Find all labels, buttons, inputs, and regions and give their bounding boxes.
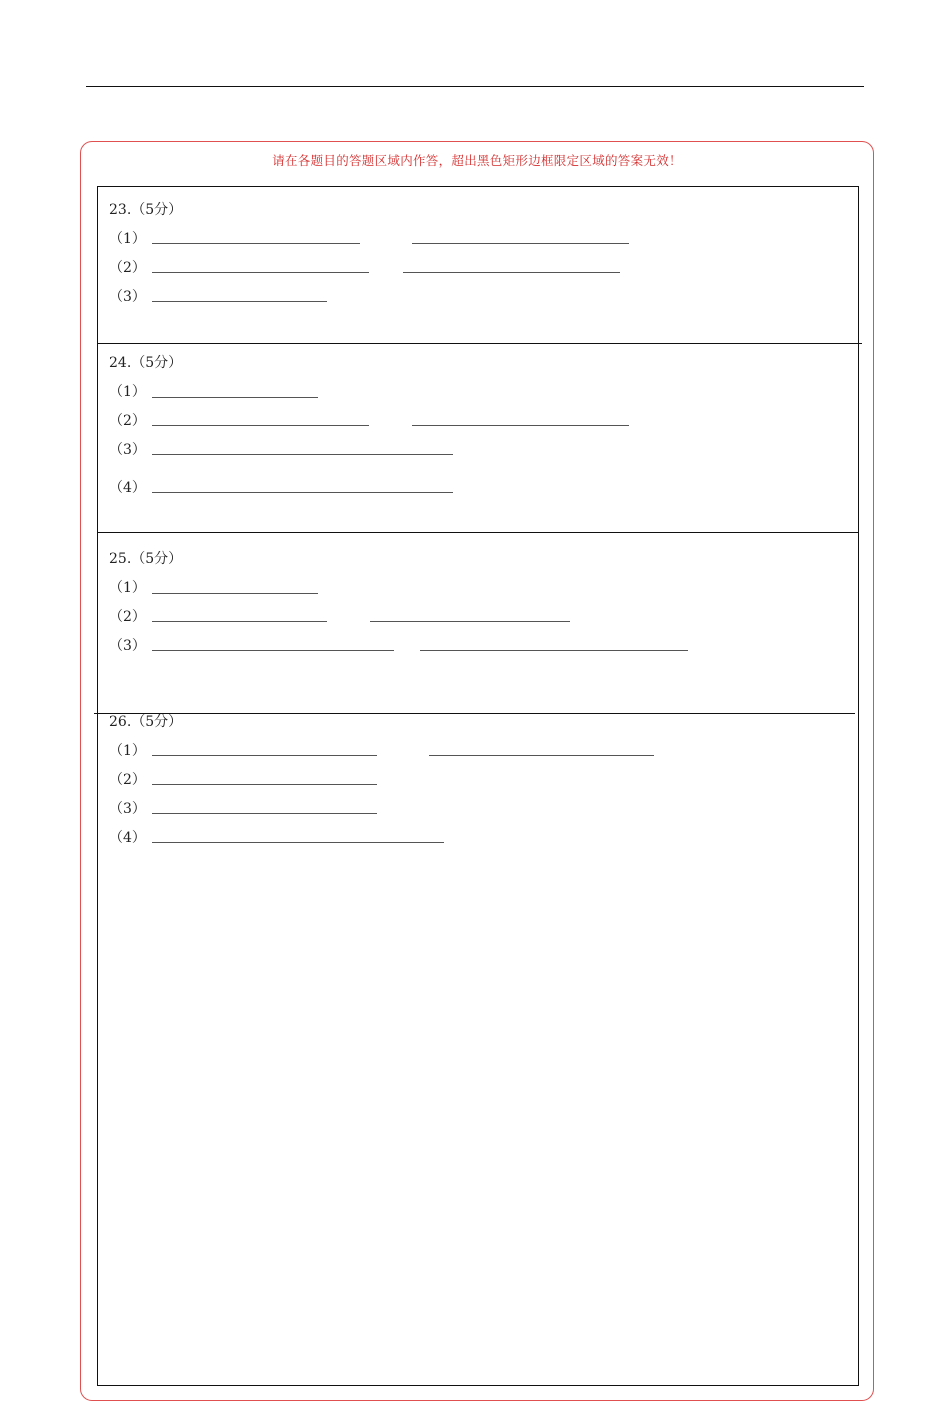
question-26-title: 26.（5分） <box>109 714 183 730</box>
question-26-item-4-label: （4） <box>109 830 146 846</box>
answer-notice: 请在各题目的答题区域内作答，超出黑色矩形边框限定区域的答案无效！ <box>272 153 682 168</box>
answer-blank[interactable] <box>152 621 327 622</box>
question-24-item-4-label: （4） <box>109 480 146 496</box>
question-25-item-3-label: （3） <box>109 638 146 654</box>
section-divider <box>97 532 859 533</box>
question-26-item-1-label: （1） <box>109 743 146 759</box>
answer-blank[interactable] <box>429 755 654 756</box>
question-25-item-1-label: （1） <box>109 580 146 596</box>
question-24-title: 24.（5分） <box>109 355 183 371</box>
answer-box <box>97 186 859 1386</box>
question-25-item-2-label: （2） <box>109 609 146 625</box>
section-divider <box>97 343 862 344</box>
question-23-title: 23.（5分） <box>109 202 183 218</box>
question-23-item-2-label: （2） <box>109 260 146 276</box>
question-26-item-2-label: （2） <box>109 772 146 788</box>
answer-blank[interactable] <box>152 755 377 756</box>
answer-blank[interactable] <box>152 425 369 426</box>
answer-blank[interactable] <box>403 272 620 273</box>
question-23-item-1-label: （1） <box>109 231 146 247</box>
answer-blank[interactable] <box>152 842 444 843</box>
answer-blank[interactable] <box>152 492 453 493</box>
answer-blank[interactable] <box>152 650 394 651</box>
question-24-item-3-label: （3） <box>109 442 146 458</box>
question-24-item-1-label: （1） <box>109 384 146 400</box>
answer-blank[interactable] <box>152 593 318 594</box>
answer-blank[interactable] <box>152 784 377 785</box>
answer-blank[interactable] <box>152 454 453 455</box>
header-rule <box>86 86 864 87</box>
answer-blank[interactable] <box>152 272 369 273</box>
question-23-item-3-label: （3） <box>109 289 146 305</box>
answer-blank[interactable] <box>152 397 318 398</box>
answer-blank[interactable] <box>412 425 629 426</box>
question-25-title: 25.（5分） <box>109 551 183 567</box>
answer-blank[interactable] <box>370 621 570 622</box>
question-24-item-2-label: （2） <box>109 413 146 429</box>
answer-blank[interactable] <box>152 301 327 302</box>
answer-blank[interactable] <box>152 813 377 814</box>
section-divider <box>94 713 855 714</box>
answer-blank[interactable] <box>420 650 688 651</box>
question-26-item-3-label: （3） <box>109 801 146 817</box>
answer-blank[interactable] <box>412 243 629 244</box>
answer-blank[interactable] <box>152 243 360 244</box>
